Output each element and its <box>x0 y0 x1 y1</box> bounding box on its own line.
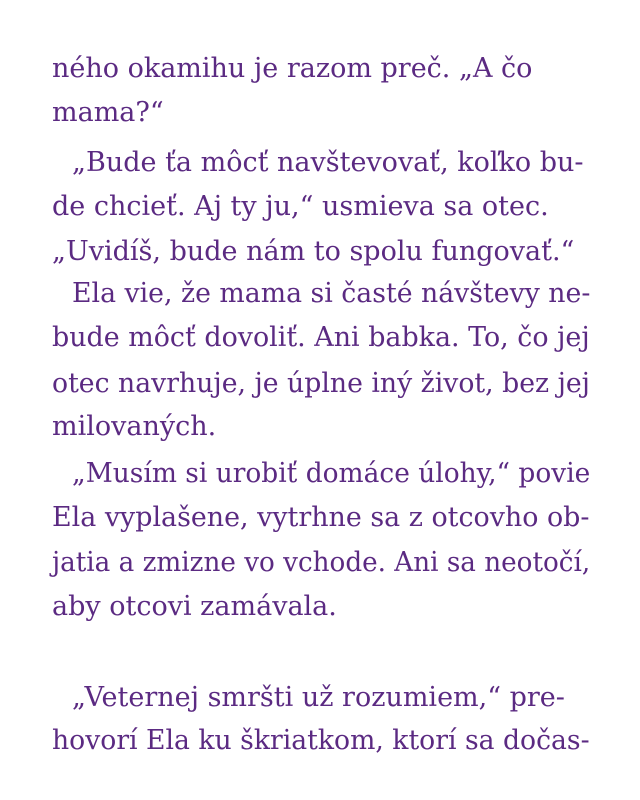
text-line-12: jatia a zmizne vo vchode. Ani sa neotočí, <box>52 547 591 578</box>
text-line-10: „Musím si urobiť domáce úlohy,“ povie <box>72 458 591 489</box>
text-line-3: „Bude ťa môcť navštevovať, koľko bu- <box>72 147 584 178</box>
text-line-1: ného okamihu je razom preč. „A čo <box>52 53 533 84</box>
text-line-14: „Veternej smršti už rozumiem,“ pre- <box>72 682 565 713</box>
text-line-9: milovaných. <box>52 411 217 442</box>
text-line-6: Ela vie, že mama si časté návštevy ne- <box>72 278 591 309</box>
text-line-15: hovorí Ela ku škriatkom, ktorí sa dočas- <box>52 725 590 756</box>
text-line-7: bude môcť dovoliť. Ani babka. To, čo jej <box>52 322 590 353</box>
text-line-5: „Uvidíš, bude nám to spolu fungovať.“ <box>52 236 575 267</box>
text-line-11: Ela vyplašene, vytrhne sa z otcovho ob- <box>52 502 590 533</box>
text-line-4: de chcieť. Aj ty ju,“ usmieva sa otec. <box>52 191 549 222</box>
text-line-13: aby otcovi zamávala. <box>52 591 337 622</box>
text-line-8: otec navrhuje, je úplne iný život, bez jej <box>52 368 590 399</box>
text-line-2: mama?“ <box>52 97 164 128</box>
